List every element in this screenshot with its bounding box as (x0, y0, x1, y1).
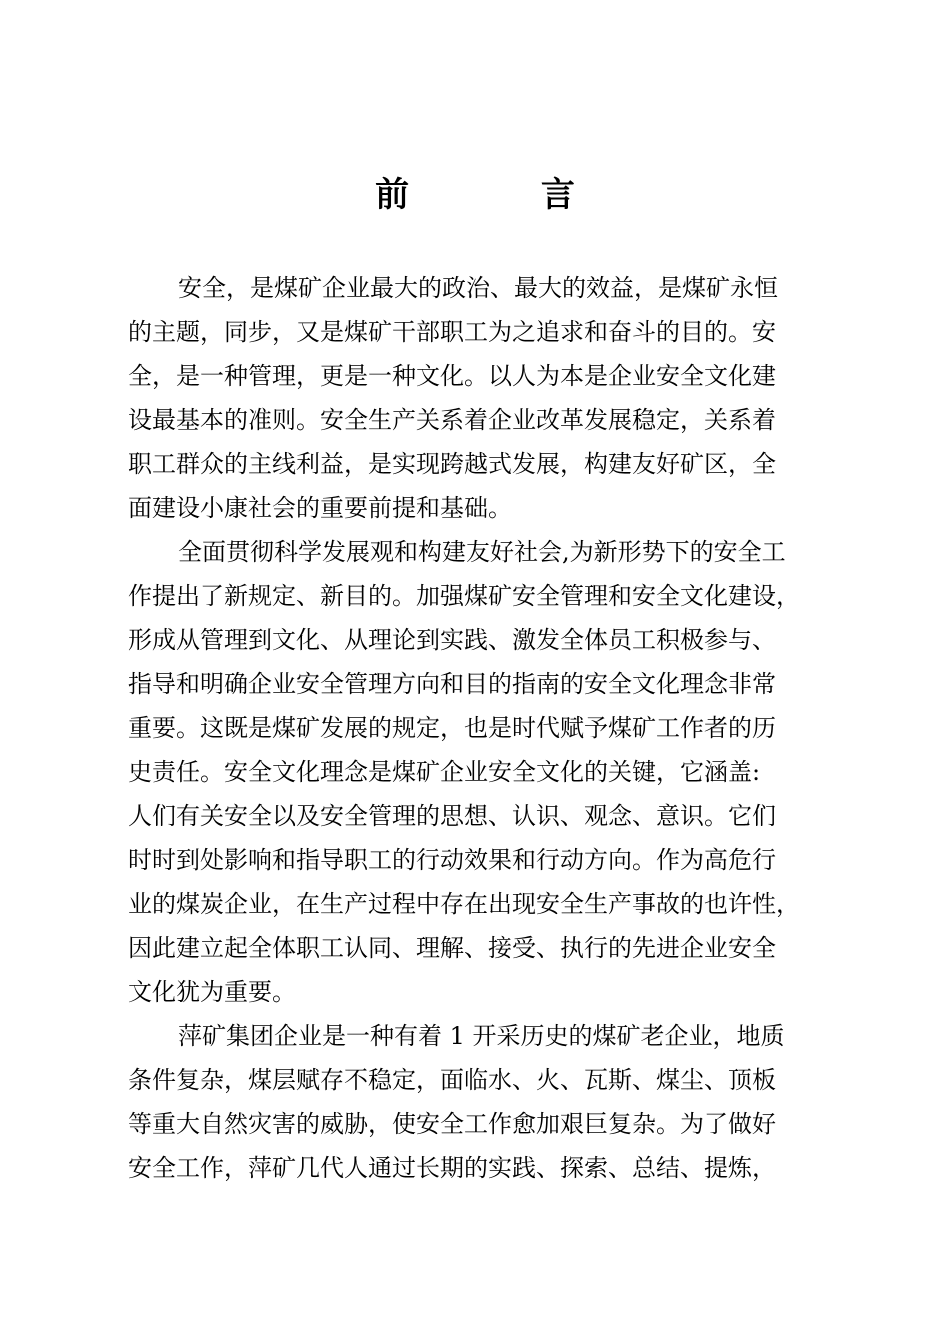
text-line: 条件复杂，煤层赋存不稳定，面临水、火、瓦斯、煤尘、顶板 (128, 1066, 776, 1094)
text-line: 设最基本的准则。安全生产关系着企业改革发展稳定，关系着 (128, 406, 776, 434)
text-line: 职工群众的主线利益，是实现跨越式发展，构建友好矿区，全 (128, 450, 776, 478)
text-line: 面建设小康社会的重要前提和基础。 (128, 494, 512, 522)
text-line: 指导和明确企业安全管理方向和目的指南的安全文化理念非常 (128, 670, 776, 698)
paragraph-3 (128, 1014, 840, 1190)
text-line: 的主题，同步，又是煤矿干部职工为之追求和奋斗的目的。安 (128, 318, 776, 346)
text-line: 因此建立起全体职工认同、理解、接受、执行的先进企业安全 (128, 934, 776, 962)
text-line: 萍矿集团企业是一种有着 1 开采历史的煤矿老企业，地质 (178, 1022, 785, 1050)
text-line: 史责任。安全文化理念是煤矿企业安全文化的关键，它涵盖: (128, 758, 761, 786)
text-line: 时时到处影响和指导职工的行动效果和行动方向。作为高危行 (128, 846, 776, 874)
text-line: 等重大自然灾害的威胁，使安全工作愈加艰巨复杂。为了做好 (128, 1110, 776, 1138)
text-line: 重要。这既是煤矿发展的规定，也是时代赋予煤矿工作者的历 (128, 714, 776, 742)
text-line: 全面贯彻科学发展观和构建友好社会,为新形势下的安全工 (178, 538, 786, 566)
text-line: 作提出了新规定、新目的。加强煤矿安全管理和安全文化建设， (128, 582, 800, 610)
text-line: 业的煤炭企业，在生产过程中存在出现安全生产事故的也许性， (128, 890, 800, 918)
paragraph-1 (128, 266, 840, 530)
text-line: 文化犹为重要。 (128, 978, 296, 1006)
text-line: 安全工作，萍矿几代人通过长期的实践、探索、总结、提炼， (128, 1154, 776, 1182)
text-line: 全，是一种管理，更是一种文化。以人为本是企业安全文化建 (128, 362, 776, 390)
text-line: 安全，是煤矿企业最大的政治、最大的效益，是煤矿永恒 (178, 274, 778, 302)
document-body (128, 266, 840, 1190)
paragraph-2 (128, 530, 840, 1014)
text-line: 人们有关安全以及安全管理的思想、认识、观念、意识。它们 (128, 802, 776, 830)
page-title: 前 言 (375, 175, 635, 215)
text-line: 形成从管理到文化、从理论到实践、激发全体员工积极参与、 (128, 626, 776, 654)
